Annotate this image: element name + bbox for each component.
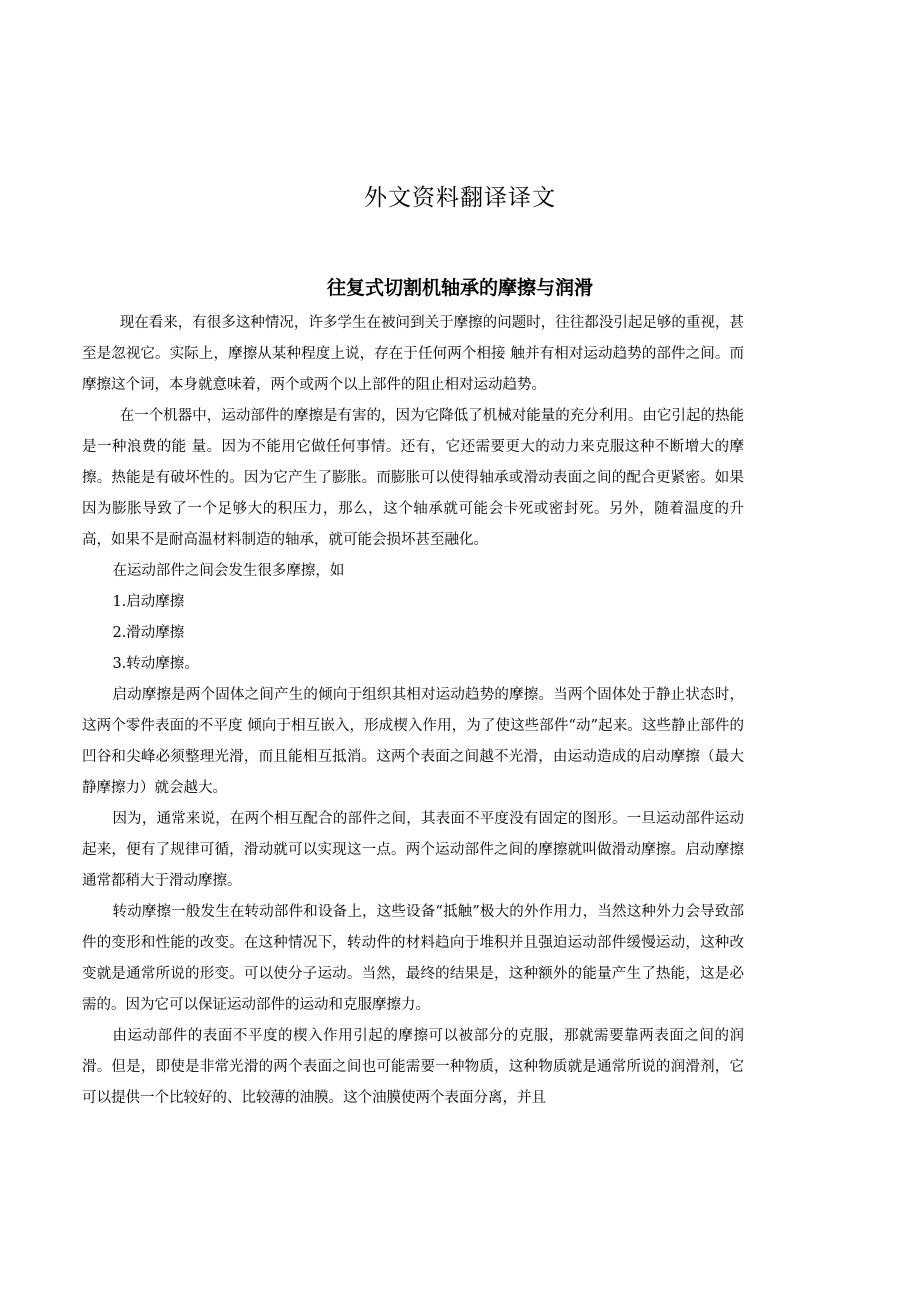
article-body (82, 308, 744, 1114)
list-item: 2.滑动摩擦 (112, 625, 185, 641)
article-title: 往复式切割机轴承的摩擦与润滑 (326, 277, 593, 299)
paragraph-sliding-friction: 因为，通常来说，在两个相互配合的部件之间，其表面不平度没有固定的图形。一旦运动部件运动起来，便有了规律可循，滑动就可以实现这一点。两个运动部件之间的摩擦就叫做滑动摩擦。启动摩擦通常都稍大于滑动摩擦。 (82, 811, 744, 889)
paragraph-lubrication: 由运动部件的表面不平度的楔入作用引起的摩擦可以被部分的克服，那就需要靠两表面之间的润滑。但是，即使是非常光滑的两个表面之间也可能需要一种物质，这种物质就是通常所说的润滑剂，它可以提供一个比较好的、比较薄的油膜。这个油膜使两个表面分离，并且 (82, 1028, 744, 1106)
paragraph-starting-friction: 启动摩擦是两个固体之间产生的倾向于组织其相对运动趋势的摩擦。当两个固体处于静止状态时，这两个零件表面的不平度 倾向于相互嵌入，形成楔入作用，为了使这些部件“动”起来。这些静止部件的凹谷和尖峰必须整理光滑，而且能相互抵消。这两个表面之间越不光滑，由运动造成的启动摩擦（最大静摩擦力）就会越大。 (82, 687, 744, 796)
paragraph-harm: 在一个机器中，运动部件的摩擦是有害的，因为它降低了机械对能量的充分利用。由它引起的热能是一种浪费的能 量。因为不能用它做任何事情。还有，它还需要更大的动力来克服这种不断增大的摩擦。热能是有破坏性的。因为它产生了膨胀。而膨胀可以使得轴承或滑动表面之间的配合更紧密。如果因为膨胀导致了一个足够大的积压力，那么，这个轴承就可能会卡死或密封死。另外，随着温度的升高，如果不是耐高温材料制造的轴承，就可能会损坏甚至融化。 (82, 408, 744, 548)
paragraph-rolling-friction: 转动摩擦一般发生在转动部件和设备上，这些设备“抵触”极大的外作用力，当然这种外力会导致部件的变形和性能的改变。在这种情况下，转动件的材料趋向于堆积并且强迫运动部件缓慢运动，这种改变就是通常所说的形变。可以使分子运动。当然，最终的结果是，这种额外的能量产生了热能，这是必需的。因为它可以保证运动部件的运动和克服摩擦力。 (82, 904, 744, 1013)
list-item: 1.启动摩擦 (112, 594, 185, 610)
paragraph-intro: 现在看来，有很多这种情况，许多学生在被问到关于摩擦的问题时，往往都没引起足够的重视，甚至是忽视它。实际上，摩擦从某种程度上说，存在于任何两个相接 触并有相对运动趋势的部件之间。而摩擦这个词，本身就意味着，两个或两个以上部件的阻止相对运动趋势。 (82, 315, 744, 393)
document-title: 外文资料翻译译文 (364, 185, 556, 211)
list-item: 3.转动摩擦。 (112, 656, 199, 672)
paragraph-types-intro: 在运动部件之间会发生很多摩擦，如 (112, 563, 345, 579)
